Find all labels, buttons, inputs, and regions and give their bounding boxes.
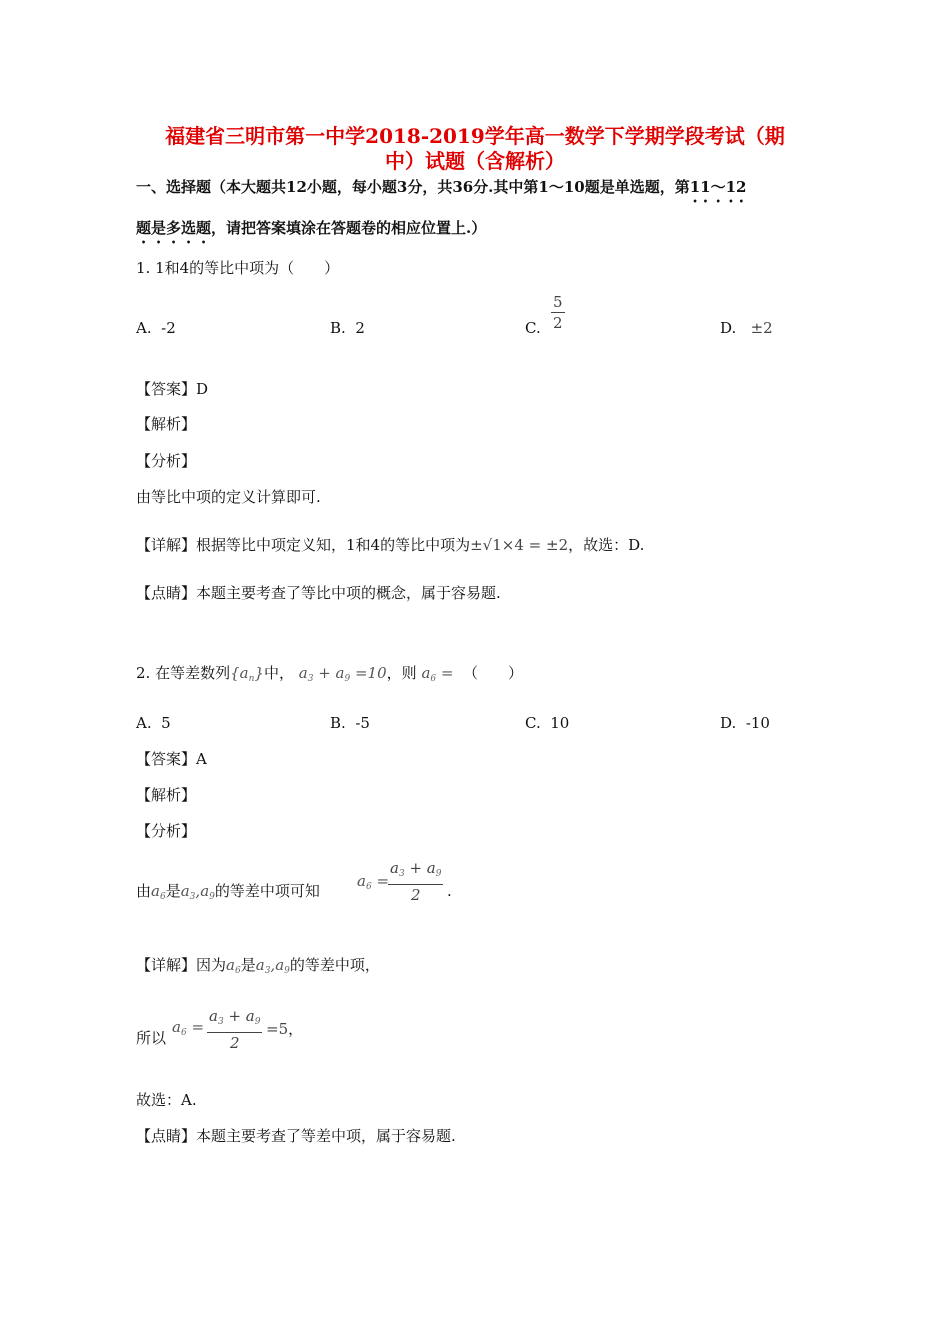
stem-target bbox=[421, 664, 453, 682]
stem-mid: 中， bbox=[263, 664, 294, 682]
stem-then: ，则 bbox=[386, 664, 417, 682]
fraction-denominator: 2 bbox=[553, 314, 563, 332]
fraction-denominator: 2 bbox=[229, 1034, 240, 1052]
fraction-numerator bbox=[207, 1006, 262, 1033]
eq-equals: = bbox=[436, 664, 454, 682]
eq-sub: 9 bbox=[344, 674, 351, 684]
var: a bbox=[172, 1018, 181, 1036]
option-label: B. bbox=[330, 714, 346, 732]
sub: 6 bbox=[159, 892, 166, 902]
option-label: D. bbox=[720, 319, 737, 337]
var: a bbox=[226, 956, 235, 974]
sub: 9 bbox=[284, 966, 290, 976]
var: a bbox=[426, 859, 436, 877]
eq-plus: + a bbox=[313, 664, 345, 682]
math-a3-a9 bbox=[256, 956, 290, 974]
q1-option-c-fraction bbox=[551, 292, 565, 333]
document-title-line-1: 福建省三明市第一中学2018-2019学年高一数学下学期学段考试（期 bbox=[165, 124, 785, 148]
q2-so-a6 bbox=[172, 1018, 204, 1038]
q2-comment bbox=[136, 1126, 456, 1146]
q1-stem: 1. 1和4的等比中项为（ ） bbox=[136, 259, 340, 277]
comma: , bbox=[270, 956, 276, 974]
detail-tag: 【详解】 bbox=[136, 956, 197, 974]
q2-answer bbox=[136, 749, 207, 769]
sub: 3 bbox=[217, 1017, 224, 1027]
option-value: ±2 bbox=[750, 319, 773, 337]
seq-sub: n bbox=[248, 674, 255, 684]
text: 是 bbox=[240, 956, 256, 974]
section-emphasis-multi: 题是多选题 bbox=[136, 219, 212, 237]
option-label: C. bbox=[525, 319, 541, 337]
var: a bbox=[255, 956, 265, 974]
var: a bbox=[275, 956, 285, 974]
answer-value: A bbox=[196, 750, 207, 768]
eq-value: =10 bbox=[350, 664, 387, 682]
section-instructions-line-2 bbox=[136, 218, 486, 247]
q2-so-label bbox=[136, 1028, 166, 1048]
comment-tag: 【点睛】 bbox=[136, 1127, 197, 1145]
q2-fenxi-fraction bbox=[388, 858, 443, 905]
q2-stem bbox=[136, 663, 523, 689]
plus: + bbox=[404, 859, 427, 877]
q1-option-b bbox=[330, 318, 365, 338]
sub: 6 bbox=[365, 882, 372, 892]
stem-paren: （ ） bbox=[463, 664, 524, 682]
q1-fenxi-text: 由等比中项的定义计算即可. bbox=[136, 488, 321, 506]
q2-so-fraction bbox=[207, 1006, 262, 1053]
comment-text: 本题主要考查了等比中项的概念，属于容易题. bbox=[196, 584, 501, 602]
fraction-denominator: 2 bbox=[410, 886, 421, 904]
var: a bbox=[180, 882, 190, 900]
q2-choose: 故选：A. bbox=[136, 1091, 197, 1109]
text: 由 bbox=[136, 882, 152, 900]
q1-comment bbox=[136, 583, 501, 603]
comma: , bbox=[195, 882, 201, 900]
sub: 9 bbox=[254, 1017, 261, 1027]
option-label: A. bbox=[136, 319, 152, 337]
answer-tag: 【答案】 bbox=[136, 750, 197, 768]
q1-option-d bbox=[720, 318, 773, 338]
eq-var: a bbox=[421, 664, 431, 682]
option-value: -5 bbox=[355, 714, 370, 732]
q1-answer bbox=[136, 379, 208, 399]
q1-analysis-tag: 【解析】 bbox=[136, 415, 197, 433]
q1-fenxi-tag: 【分析】 bbox=[136, 452, 197, 470]
option-label: D. bbox=[720, 714, 737, 732]
var: a bbox=[209, 1007, 218, 1025]
answer-value: D bbox=[196, 380, 209, 398]
eq-var: a bbox=[298, 664, 308, 682]
section-emphasis-range: 11～12 bbox=[689, 178, 747, 196]
equals: = bbox=[186, 1018, 205, 1036]
option-value: 2 bbox=[355, 319, 365, 337]
sub: 3 bbox=[189, 892, 196, 902]
section-instructions-text: 一、选择题（本大题共12小题，每小题3分，共36分.其中第1～10题是单选题，第 bbox=[136, 178, 690, 196]
sub: 3 bbox=[264, 966, 271, 976]
text: 所以 bbox=[136, 1029, 167, 1047]
var: a bbox=[357, 872, 366, 890]
sub: 6 bbox=[180, 1028, 187, 1038]
q1-option-c bbox=[525, 318, 541, 338]
detail-text: 根据等比中项定义知，1和4的等比中项为 bbox=[196, 536, 471, 554]
stem-equation bbox=[299, 664, 387, 682]
detail-tail: ，故选：D. bbox=[568, 536, 645, 554]
q2-option-c bbox=[525, 713, 569, 733]
answer-tag: 【答案】 bbox=[136, 380, 197, 398]
q1-detail bbox=[136, 535, 644, 555]
option-value: -2 bbox=[161, 319, 176, 337]
seq-close: } bbox=[254, 664, 264, 682]
plus: + bbox=[223, 1007, 246, 1025]
equals: = bbox=[371, 872, 390, 890]
comment-text: 本题主要考查了等差中项，属于容易题. bbox=[196, 1127, 456, 1145]
math-a6 bbox=[226, 956, 241, 974]
q2-option-b bbox=[330, 713, 370, 733]
seq-open: {a bbox=[230, 664, 249, 682]
option-label: C. bbox=[525, 714, 541, 732]
sub: 9 bbox=[209, 892, 215, 902]
var: a bbox=[151, 882, 160, 900]
option-label: A. bbox=[136, 714, 152, 732]
eq-sub: 3 bbox=[307, 674, 314, 684]
detail-math: ±√1×4 = ±2 bbox=[470, 536, 569, 554]
text: 是 bbox=[165, 882, 181, 900]
result: =5 bbox=[266, 1020, 289, 1038]
stem-text: 2. 在等差数列 bbox=[136, 664, 231, 682]
q2-fenxi-text bbox=[136, 881, 320, 907]
option-value: -10 bbox=[745, 714, 770, 732]
fraction-numerator bbox=[388, 858, 443, 885]
q2-analysis-tag: 【解析】 bbox=[136, 786, 197, 804]
sequence-notation bbox=[230, 664, 264, 682]
q2-fenxi-tag: 【分析】 bbox=[136, 822, 197, 840]
math-a3-a9 bbox=[181, 882, 215, 900]
var: a bbox=[200, 882, 210, 900]
q2-option-a bbox=[136, 713, 171, 733]
q2-so-result bbox=[266, 1018, 303, 1039]
text: 的等差中项可知 bbox=[214, 882, 320, 900]
var: a bbox=[245, 1007, 255, 1025]
sub: 3 bbox=[398, 869, 405, 879]
eq-sub: 6 bbox=[430, 674, 437, 684]
q1-option-a bbox=[136, 318, 176, 338]
fraction-numerator: 5 bbox=[553, 293, 563, 311]
option-label: B. bbox=[330, 319, 346, 337]
text: ， bbox=[288, 1020, 304, 1038]
section-instructions-tail: ，请把答案填涂在答题卷的相应位置上.） bbox=[211, 219, 487, 237]
detail-tag: 【详解】 bbox=[136, 536, 197, 554]
q2-fenxi-end: . bbox=[447, 882, 452, 900]
math-a6 bbox=[151, 882, 166, 900]
document-title-line-2: 中）试题（含解析） bbox=[385, 149, 565, 173]
q2-option-d bbox=[720, 713, 770, 733]
text: 的等差中项， bbox=[289, 956, 380, 974]
q2-fenxi-a6 bbox=[357, 872, 389, 892]
sub: 6 bbox=[234, 966, 241, 976]
q2-detail bbox=[136, 955, 380, 981]
comment-tag: 【点睛】 bbox=[136, 584, 197, 602]
var: a bbox=[390, 859, 399, 877]
sub: 9 bbox=[435, 869, 442, 879]
section-instructions-line-1 bbox=[136, 177, 746, 206]
option-value: 10 bbox=[550, 714, 570, 732]
option-value: 5 bbox=[161, 714, 171, 732]
text: 因为 bbox=[196, 956, 227, 974]
